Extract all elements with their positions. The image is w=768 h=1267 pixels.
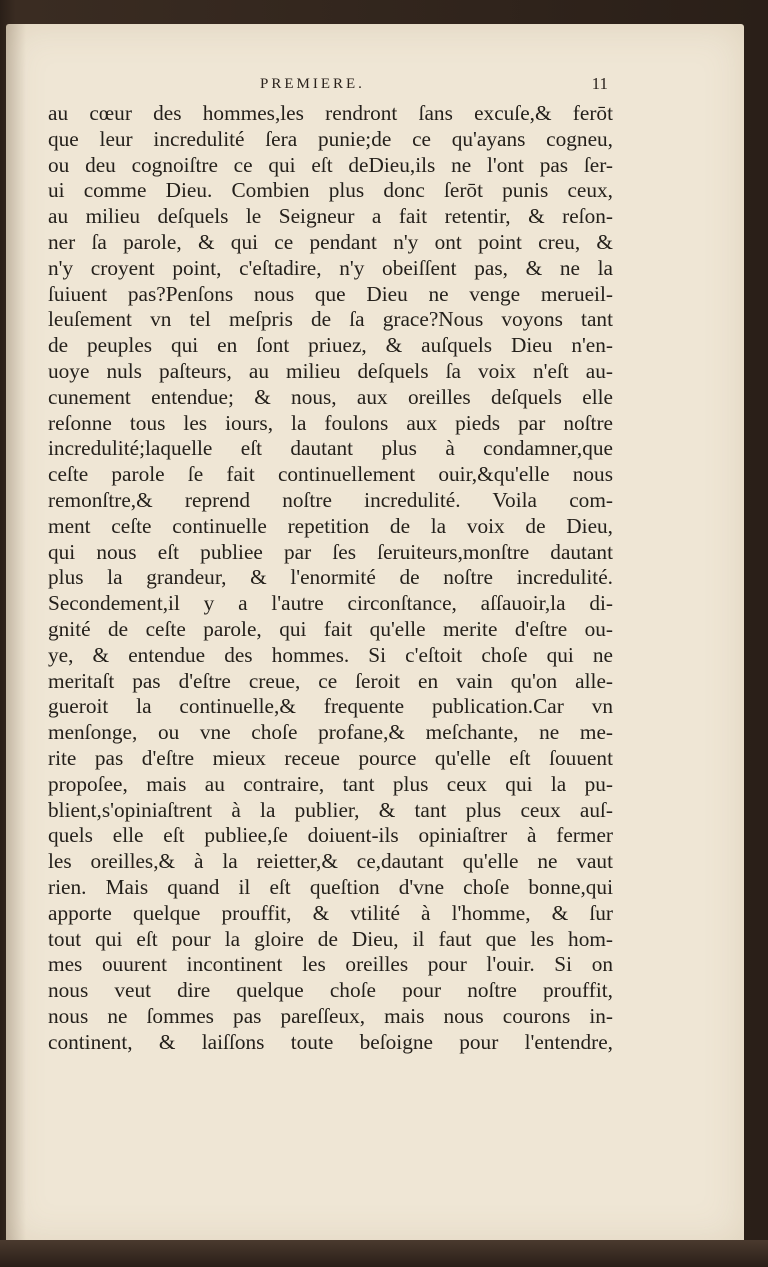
text-line: ye, & entendue des hommes. Si c'eſtoit choſe qui ne: [48, 642, 613, 667]
text-line: reſonne tous les iours, la foulons aux pieds par noſtre: [48, 410, 613, 435]
text-line: que leur incredulité ſera punie;de ce qu'ayans cogneu,: [48, 126, 613, 151]
text-line: les oreilles,& à la reietter,& ce,dautant qu'elle ne vaut: [48, 849, 613, 874]
text-line: nous ne ſommes pas pareſſeux, mais nous courons in-: [48, 1003, 613, 1028]
text-line: qui nous eſt publiee par ſes ſeruiteurs,monſtre dautant: [48, 539, 613, 564]
text-line: meritaſt pas d'eſtre creue, ce ſeroit en vain qu'on alle-: [48, 668, 613, 693]
text-line: gueroit la continuelle,& frequente publication.Car vn: [48, 694, 613, 719]
text-line: au milieu deſquels le Seigneur a fait retentir, & reſon-: [48, 204, 613, 229]
text-line: au cœur des hommes,les rendront ſans excuſe,& ferōt: [48, 101, 613, 125]
text-line: ui comme Dieu. Combien plus donc ſerōt punis ceux,: [48, 178, 613, 203]
text-line: apporte quelque prouffit, & vtilité à l'homme, & ſur: [48, 900, 613, 925]
page-number: 11: [591, 74, 608, 93]
body-text: [48, 101, 613, 1055]
text-line: mes ouurent incontinent les oreilles pour l'ouir. Si on: [48, 952, 613, 977]
text-line: rite pas d'eſtre mieux receue pource qu'elle eſt ſouuent: [48, 745, 613, 770]
text-line: remonſtre,& reprend noſtre incredulité. Voila com-: [48, 487, 613, 512]
text-line: n'y croyent point, c'eſtadire, n'y obeiſſent pas, & ne la: [48, 255, 613, 280]
text-line: nous veut dire quelque choſe pour noſtre prouffit,: [48, 978, 613, 1003]
text-line: de peuples qui en ſont priuez, & auſquels Dieu n'en-: [48, 333, 613, 358]
text-line: continent, & laiſſons toute beſoigne pour l'entendre,: [48, 1029, 613, 1054]
text-line: plus la grandeur, & l'enormité de noſtre incredulité.: [48, 565, 613, 590]
text-line: Secondement,il y a l'autre circonſtance, aſſauoir,la di-: [48, 591, 613, 616]
running-head: PREMIERE.: [260, 76, 365, 92]
text-line: cunement entendue; & nous, aux oreilles deſquels elle: [48, 384, 613, 409]
text-line: leuſement vn tel meſpris de ſa grace?Nous voyons tant: [48, 307, 613, 332]
text-line: ou deu cognoiſtre ce qui eſt deDieu,ils ne l'ont pas ſer-: [48, 152, 613, 177]
text-line: propoſee, mais au contraire, tant plus ceux qui la pu-: [48, 771, 613, 796]
text-line: menſonge, ou vne choſe profane,& meſchante, ne me-: [48, 720, 613, 745]
text-line: ceſte parole ſe fait continuellement ouir,&qu'elle nous: [48, 462, 613, 487]
text-line: uoye nuls paſteurs, au milieu deſquels ſa voix n'eſt au-: [48, 358, 613, 383]
text-line: ment ceſte continuelle repetition de la voix de Dieu,: [48, 513, 613, 538]
book-edge: [0, 1240, 768, 1267]
text-line: blient,s'opiniaſtrent à la publier, & tant plus ceux auſ-: [48, 797, 613, 822]
text-line: gnité de ceſte parole, qui fait qu'elle merite d'eſtre ou-: [48, 616, 613, 641]
text-line: ſuiuent pas?Penſons nous que Dieu ne venge merueil-: [48, 281, 613, 306]
text-line: rien. Mais quand il eſt queſtion d'vne choſe bonne,qui: [48, 874, 613, 899]
text-line: incredulité;laquelle eſt dautant plus à condamner,que: [48, 436, 613, 461]
text-line: tout qui eſt pour la gloire de Dieu, il faut que les hom-: [48, 926, 613, 951]
text-line: ner ſa parole, & qui ce pendant n'y ont point creu, &: [48, 229, 613, 254]
text-line: quels elle eſt publiee,ſe doiuent-ils opiniaſtrer à fermer: [48, 823, 613, 848]
page-header: [50, 76, 608, 100]
page-gutter-shadow: [6, 24, 26, 1244]
